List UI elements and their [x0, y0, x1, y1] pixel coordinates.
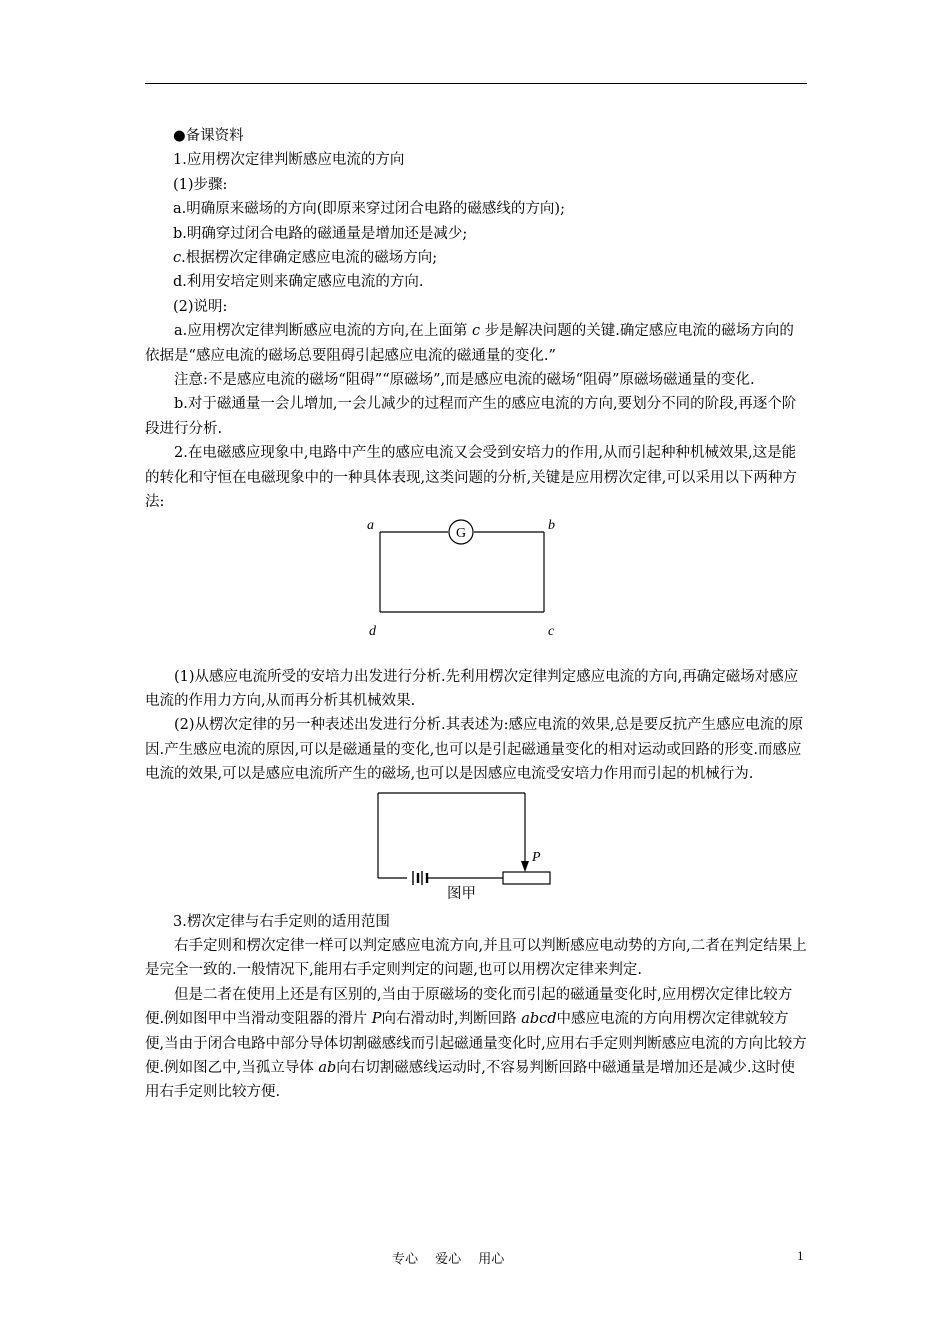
- galvanometer-label: G: [455, 525, 467, 541]
- steps-heading: (1)步骤:: [173, 176, 228, 193]
- p3-part-c: 中感应电流的方向用楞次定律就较方便,当由于闭合电路中部分导体切割磁感线而引起磁通量变化时,应用右手定则判断感应电流的方向比较方便.例如图乙中,当孤立导体: [145, 1011, 807, 1076]
- p3-italic-p: P: [371, 1011, 382, 1028]
- page-number: 1: [797, 1248, 804, 1263]
- circuit-diagram-abcd: [145, 515, 807, 665]
- p3-italic-abcd: abcd: [521, 1011, 557, 1028]
- method-2-paragraph: (2)从楞次定律的另一种表述出发进行分析.其表述为:感应电流的效果,总是要反抗产生感应电流的原因.产生感应电流的原因,可以是磁通量的变化,也可以是引起磁通量变化的相对运动或回路的形变.而感应电流的效果,可以是感应电流所产生的磁场,也可以是因感应电流受安培力作用而引起的机械行为.: [145, 717, 804, 783]
- circuit-figure-galvanometer: [145, 515, 807, 665]
- p3-italic-ab: ab: [318, 1059, 337, 1076]
- p3-part-d: 向右切割磁感线运动时,不容易判断回路中磁通量是增加还是减少.这时使用右手定则比较方便.: [145, 1059, 795, 1101]
- step-c-text: .根据楞次定律确定感应电流的磁场方向;: [181, 250, 438, 267]
- circuit-diagram-rheostat: [145, 787, 807, 910]
- slider-label-p: P: [532, 849, 541, 865]
- step-c-letter: c: [173, 250, 182, 267]
- note-a-letter: c: [471, 323, 481, 340]
- corner-label-a: a: [367, 517, 374, 533]
- section-3-paragraph-2: [145, 983, 807, 1105]
- section-3-paragraph-1: 右手定则和楞次定律一样可以判定感应电流方向,并且可以判断感应电动势的方向,二者在判定结果上是完全一致的.一般情况下,能用右手定则判定的问题,也可以用楞次定律来判定.: [145, 937, 807, 979]
- note-a-part1: a.应用楞次定律判断感应电流的方向,在上面第: [174, 323, 472, 340]
- document-body: [145, 124, 807, 1105]
- step-a: a.明确原来磁场的方向(即原来穿过闭合电路的磁感线的方向);: [173, 201, 565, 218]
- figure-caption: 图甲: [447, 885, 476, 902]
- section-2-paragraph: 2.在电磁感应现象中,电路中产生的感应电流又会受到安培力的作用,从而引起种种机械效果,这是能的转化和守恒在电磁现象中的一种具体表现,这类问题的分析,关键是应用楞次定律,可以采用以下两种方法:: [145, 445, 797, 511]
- note-a: [145, 319, 807, 368]
- note-b: b.对于磁通量一会儿增加,一会儿减少的过程而产生的感应电流的方向,要划分不同的阶段,再逐个阶段进行分析.: [145, 396, 797, 437]
- p3-part-b: 向右滑动时,判断回路: [381, 1011, 522, 1028]
- step-b: b.明确穿过闭合电路的磁通量是增加还是减少;: [173, 225, 468, 242]
- method-1-paragraph: (1)从感应电流所受的安培力出发进行分析.先利用楞次定律判定感应电流的方向,再确定磁场对感应电流的作用力方向,从而再分析其机械效果.: [145, 668, 799, 709]
- corner-label-c: c: [548, 623, 555, 639]
- rheostat-icon: [503, 872, 550, 884]
- header-rule: [145, 83, 807, 84]
- footer-motto: 专心 爱心 用心: [392, 1252, 505, 1267]
- note-attention: 注意:不是感应电流的磁场“阻碍”“原磁场”,而是感应电流的磁场“阻碍”原磁场磁通量的变化.: [174, 372, 755, 389]
- corner-label-b: b: [548, 517, 555, 533]
- section-1-title: 1.应用楞次定律判断感应电流的方向: [173, 152, 405, 169]
- notes-heading: (2)说明:: [173, 298, 228, 315]
- section-header: ●备课资料: [173, 128, 244, 144]
- note-a-part2: 步是解决问题的关键.确定感应电流的磁场方向的依据是“感应电流的磁场总要阻碍引起感应电流的磁通量的变化.”: [145, 323, 794, 364]
- step-c: [173, 246, 807, 270]
- slider-arrow-icon: [521, 861, 529, 872]
- circuit-figure-rheostat: [145, 787, 807, 910]
- p3-part-a: 但是二者在使用上还是有区别的,当由于原磁场的变化而引起的磁通量变化时,应用楞次定律比较方便.例如图甲中当滑动变阻器的滑片: [145, 986, 793, 1028]
- section-3-title: 3.楞次定律与右手定则的适用范围: [173, 913, 390, 930]
- step-d: d.利用安培定则来确定感应电流的方向.: [173, 274, 424, 291]
- corner-label-d: d: [369, 623, 376, 639]
